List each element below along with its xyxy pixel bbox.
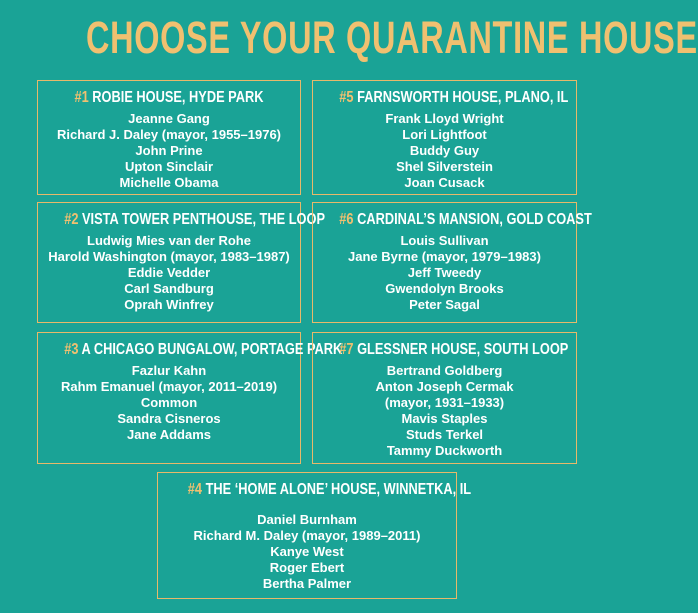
house-title — [339, 88, 569, 108]
resident: Jeff Tweedy — [407, 265, 482, 280]
resident-list — [158, 512, 456, 592]
house-card-5 — [312, 80, 577, 195]
house-number: #3 — [64, 341, 79, 358]
resident-list — [38, 233, 300, 313]
house-name: FARNSWORTH HOUSE, PLANO, IL — [357, 89, 569, 106]
house-name: VISTA TOWER PENTHOUSE, THE LOOP — [82, 211, 325, 228]
house-card-4 — [157, 472, 472, 599]
resident: Gwendolyn Brooks — [385, 281, 504, 296]
resident: Richard M. Daley (mayor, 1989–2011) — [193, 528, 421, 543]
house-name: A CHICAGO BUNGALOW, PORTAGE PARK — [81, 341, 343, 358]
resident: Tammy Duckworth — [386, 443, 503, 458]
resident: Richard J. Daley (mayor, 1955–1976) — [56, 127, 282, 142]
resident: Jeanne Gang — [128, 111, 210, 126]
resident: Carl Sandburg — [124, 281, 214, 296]
house-name: THE ‘HOME ALONE’ HOUSE, WINNETKA, IL — [205, 481, 472, 498]
house-name: GLESSNER HOUSE, SOUTH LOOP — [357, 341, 569, 358]
house-card-1 — [37, 80, 301, 195]
house-number: #4 — [187, 481, 203, 498]
resident: Ludwig Mies van der Rohe — [87, 233, 251, 248]
resident: Daniel Burnham — [257, 512, 357, 527]
house-number: #1 — [74, 89, 89, 106]
resident: Oprah Winfrey — [124, 297, 214, 312]
resident: Bertha Palmer — [262, 576, 352, 591]
house-title — [64, 210, 325, 230]
resident-list — [313, 363, 576, 459]
house-title — [339, 340, 569, 360]
resident: Roger Ebert — [269, 560, 345, 575]
house-name: CARDINAL’S MANSION, GOLD COAST — [357, 211, 592, 228]
house-number: #6 — [339, 211, 354, 228]
resident: Fazlur Kahn — [131, 363, 207, 378]
resident: Harold Washington (mayor, 1983–1987) — [48, 249, 290, 264]
resident: Lori Lightfoot — [402, 127, 487, 142]
resident: Sandra Cisneros — [117, 411, 221, 426]
resident: Anton Joseph Cermak — [375, 379, 514, 394]
house-number: #5 — [339, 89, 354, 106]
resident: Upton Sinclair — [124, 159, 214, 174]
resident: Shel Silverstein — [396, 159, 493, 174]
resident: Buddy Guy — [409, 143, 480, 158]
house-card-2 — [37, 202, 325, 323]
resident: (mayor, 1931–1933) — [384, 395, 505, 410]
house-number: #2 — [64, 211, 79, 228]
resident: Michelle Obama — [119, 175, 219, 190]
resident: Eddie Vedder — [127, 265, 211, 280]
house-name: ROBIE HOUSE, HYDE PARK — [92, 89, 264, 106]
resident-list — [38, 111, 300, 191]
resident: Frank Lloyd Wright — [385, 111, 504, 126]
resident: Kanye West — [270, 544, 344, 559]
house-card-6 — [312, 202, 592, 323]
house-title — [64, 340, 343, 360]
resident-list — [313, 233, 576, 313]
house-card-7 — [312, 332, 577, 464]
resident: John Prine — [135, 143, 203, 158]
resident: Jane Byrne (mayor, 1979–1983) — [348, 249, 541, 264]
resident: Common — [140, 395, 198, 410]
house-number: #7 — [339, 341, 354, 358]
resident: Rahm Emanuel (mayor, 2011–2019) — [60, 379, 278, 394]
resident: Louis Sullivan — [400, 233, 489, 248]
house-title — [64, 88, 274, 108]
resident: Jane Addams — [126, 427, 212, 442]
house-title — [339, 210, 592, 230]
resident-list — [38, 363, 300, 443]
resident: Bertrand Goldberg — [386, 363, 503, 378]
page-title: CHOOSE YOUR QUARANTINE HOUSE — [85, 12, 698, 63]
house-card-3 — [37, 332, 343, 464]
resident: Joan Cusack — [404, 175, 485, 190]
house-title — [187, 480, 472, 500]
resident: Peter Sagal — [409, 297, 480, 312]
resident: Mavis Staples — [401, 411, 488, 426]
resident-list — [313, 111, 576, 191]
resident: Studs Terkel — [405, 427, 484, 442]
